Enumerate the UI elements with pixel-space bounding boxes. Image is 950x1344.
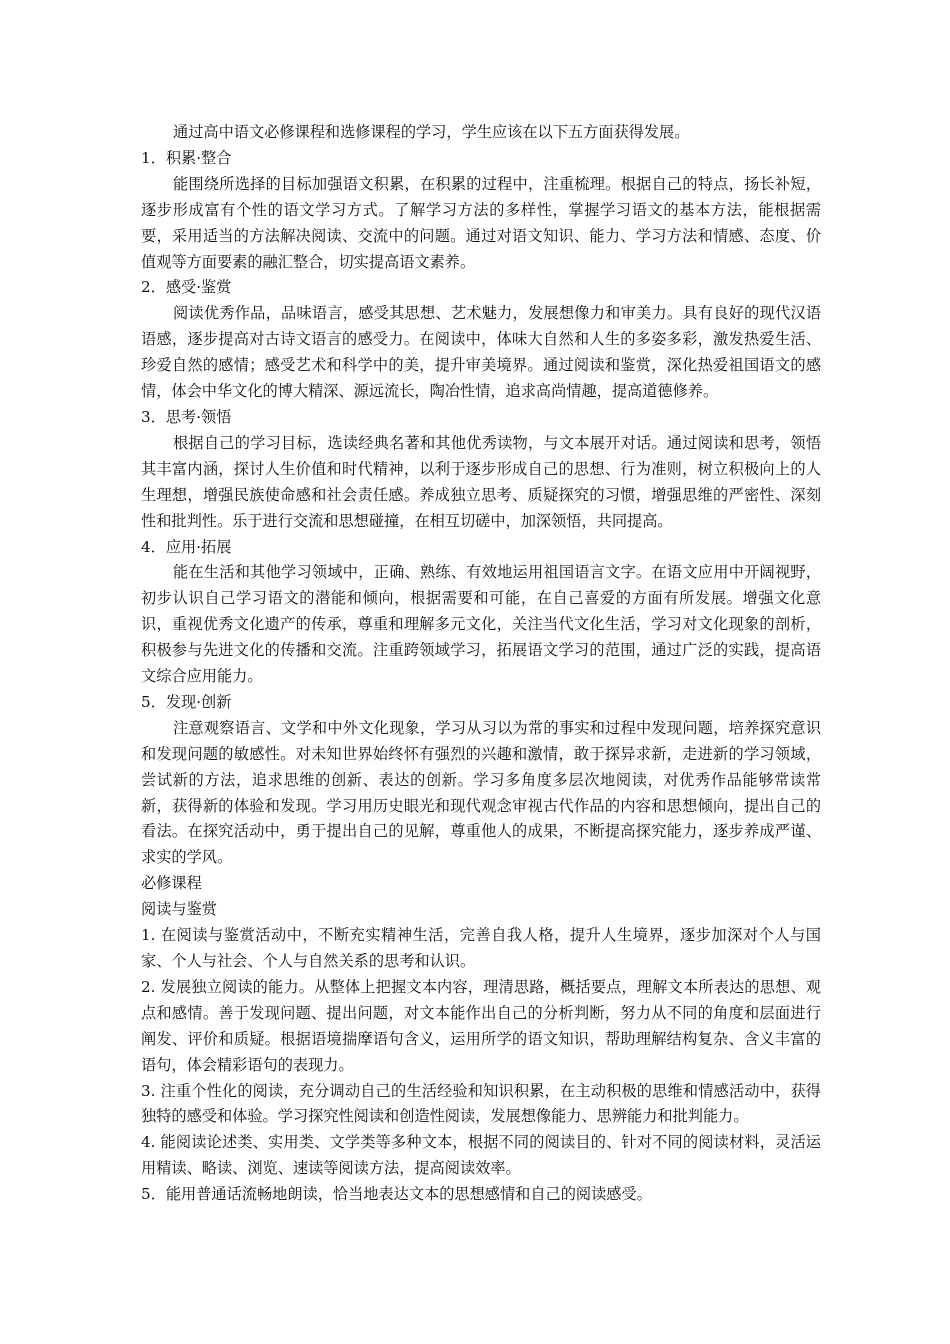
goal-body-reflect: 根据自己的学习目标，选读经典名著和其他优秀读物，与文本展开对话。通过阅读和思考，领悟其丰富内涵，探讨人生价值和时代精神，以利于逐步形成自己的思想、行为准则，树立积极向上的人生理想，增强民族使命感和社会责任感。养成独立思考、质疑探究的习惯，增强思维的严密性、深刻性和批判性。乐于进行交流和思想碰撞，在相互切磋中，加深领悟，共同提高。 (141, 433, 821, 530)
intro-paragraph: 通过高中语文必修课程和选修课程的学习，学生应该在以下五方面获得发展。 (173, 123, 690, 141)
subsection-title: 阅读与鉴赏 (141, 900, 217, 919)
list-item: 1. 在阅读与鉴赏活动中，不断充实精神生活，完善自我人格，提升人生境界，逐步加深对个人与国家、个人与社会、个人与自然关系的思考和认识。 (141, 926, 821, 970)
goal-heading-discover: 5．发现·创新 (141, 692, 232, 711)
goal-body-discover: 注意观察语言、文学和中外文化现象，学习从习以为常的事实和过程中发现问题，培养探究意识和发现问题的敏感性。对未知世界始终怀有强烈的兴趣和激情，敢于探异求新，走进新的学习领域，尝试新的方法，追求思维的创新、表达的创新。学习多角度多层次地阅读，对优秀作品能够常读常新，获得新的体验和发现。学习用历史眼光和现代观念审视古代作品的内容和思想倾向，提出自己的看法。在探究活动中，勇于提出自己的见解，尊重他人的成果，不断提高探究能力，逐步养成严谨、求实的学风。 (141, 718, 821, 867)
section-title: 必修课程 (141, 874, 202, 893)
goal-heading-accumulate: 1．积累·整合 (141, 148, 232, 167)
goal-heading-appreciate: 2．感受·鉴赏 (141, 278, 232, 297)
goal-heading-apply: 4．应用·拓展 (141, 537, 232, 556)
goal-body-accumulate: 能围绕所选择的目标加强语文积累，在积累的过程中，注重梳理。根据自己的特点，扬长补短，逐步形成富有个性的语文学习方式。了解学习方法的多样性，掌握学习语文的基本方法，能根据需要，采用适当的方法解决阅读、交流中的问题。通过对语文知识、能力、学习方法和情感、态度、价值观等方面要素的融汇整合，切实提高语文素养。 (141, 174, 821, 271)
goal-heading-reflect: 3．思考·领悟 (141, 407, 232, 426)
list-item: 5．能用普通话流畅地朗读，恰当地表达文本的思想感情和自己的阅读感受。 (141, 1185, 652, 1204)
list-item: 3. 注重个性化的阅读，充分调动自己的生活经验和知识积累，在主动积极的思维和情感活动中，获得独特的感受和体验。学习探究性阅读和创造性阅读，发展想像能力、思辨能力和批判能力。 (141, 1081, 821, 1126)
list-item: 4. 能阅读论述类、实用类、文学类等多种文本，根据不同的阅读目的、针对不同的阅读材料，灵活运用精读、略读、浏览、速读等阅读方法，提高阅读效率。 (141, 1133, 821, 1178)
goal-body-appreciate: 阅读优秀作品，品味语言，感受其思想、艺术魅力，发展想像力和审美力。具有良好的现代汉语语感，逐步提高对古诗文语言的感受力。在阅读中，体味大自然和人生的多姿多彩，激发热爱生活、珍爱自然的感情；感受艺术和科学中的美，提升审美境界。通过阅读和鉴赏，深化热爱祖国语文的感情，体会中华文化的博大精深、源远流长，陶冶性情，追求高尚情趣，提高道德修养。 (141, 304, 821, 401)
list-item: 2. 发展独立阅读的能力。从整体上把握文本内容，理清思路，概括要点，理解文本所表达的思想、观点和感情。善于发现问题、提出问题，对文本能作出自己的分析判断，努力从不同的角度和层面进行阐发、评价和质疑。根据语境揣摩语句含义，运用所学的语文知识，帮助理解结构复杂、含义丰富的语句，体会精彩语句的表现力。 (141, 977, 821, 1074)
goal-body-apply: 能在生活和其他学习领域中，正确、熟练、有效地运用祖国语言文字。在语文应用中开阔视野，初步认识自己学习语文的潜能和倾向，根据需要和可能，在自己喜爱的方面有所发展。增强文化意识，重视优秀文化遗产的传承，尊重和理解多元文化，关注当代文化生活，学习对文化现象的剖析，积极参与先进文化的传播和交流。注重跨领域学习，拓展语文学习的范围，通过广泛的实践，提高语文综合应用能力。 (141, 563, 821, 686)
document-page (141, 120, 821, 1208)
